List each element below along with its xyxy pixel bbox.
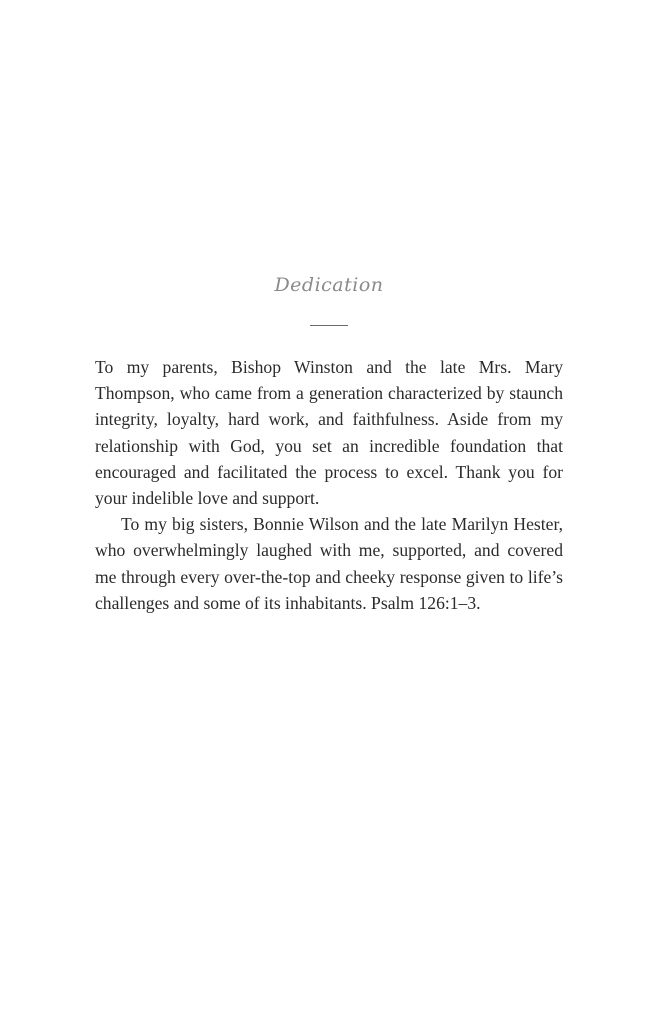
dedication-text <box>95 354 563 616</box>
heading-divider <box>310 325 348 326</box>
dedication-paragraph-sisters: To my big sisters, Bonnie Wilson and the late Marilyn Hester, who overwhelmingly laughed with me, supported, and covered me through every over-the-top and cheeky response given to life’s challenges and some of its inhabitants. Psalm 126:1–3. <box>95 514 563 613</box>
dedication-heading: Dedication <box>274 274 384 296</box>
dedication-paragraph-parents: To my parents, Bishop Winston and the late Mrs. Mary Thompson, who came from a generation characterized by staunch integrity, loyalty, hard work, and faithfulness. Aside from my relationship with God, you set an incredible foundation that encouraged and facilitated the process to excel. Thank you for your indelible love and support. <box>95 357 563 509</box>
